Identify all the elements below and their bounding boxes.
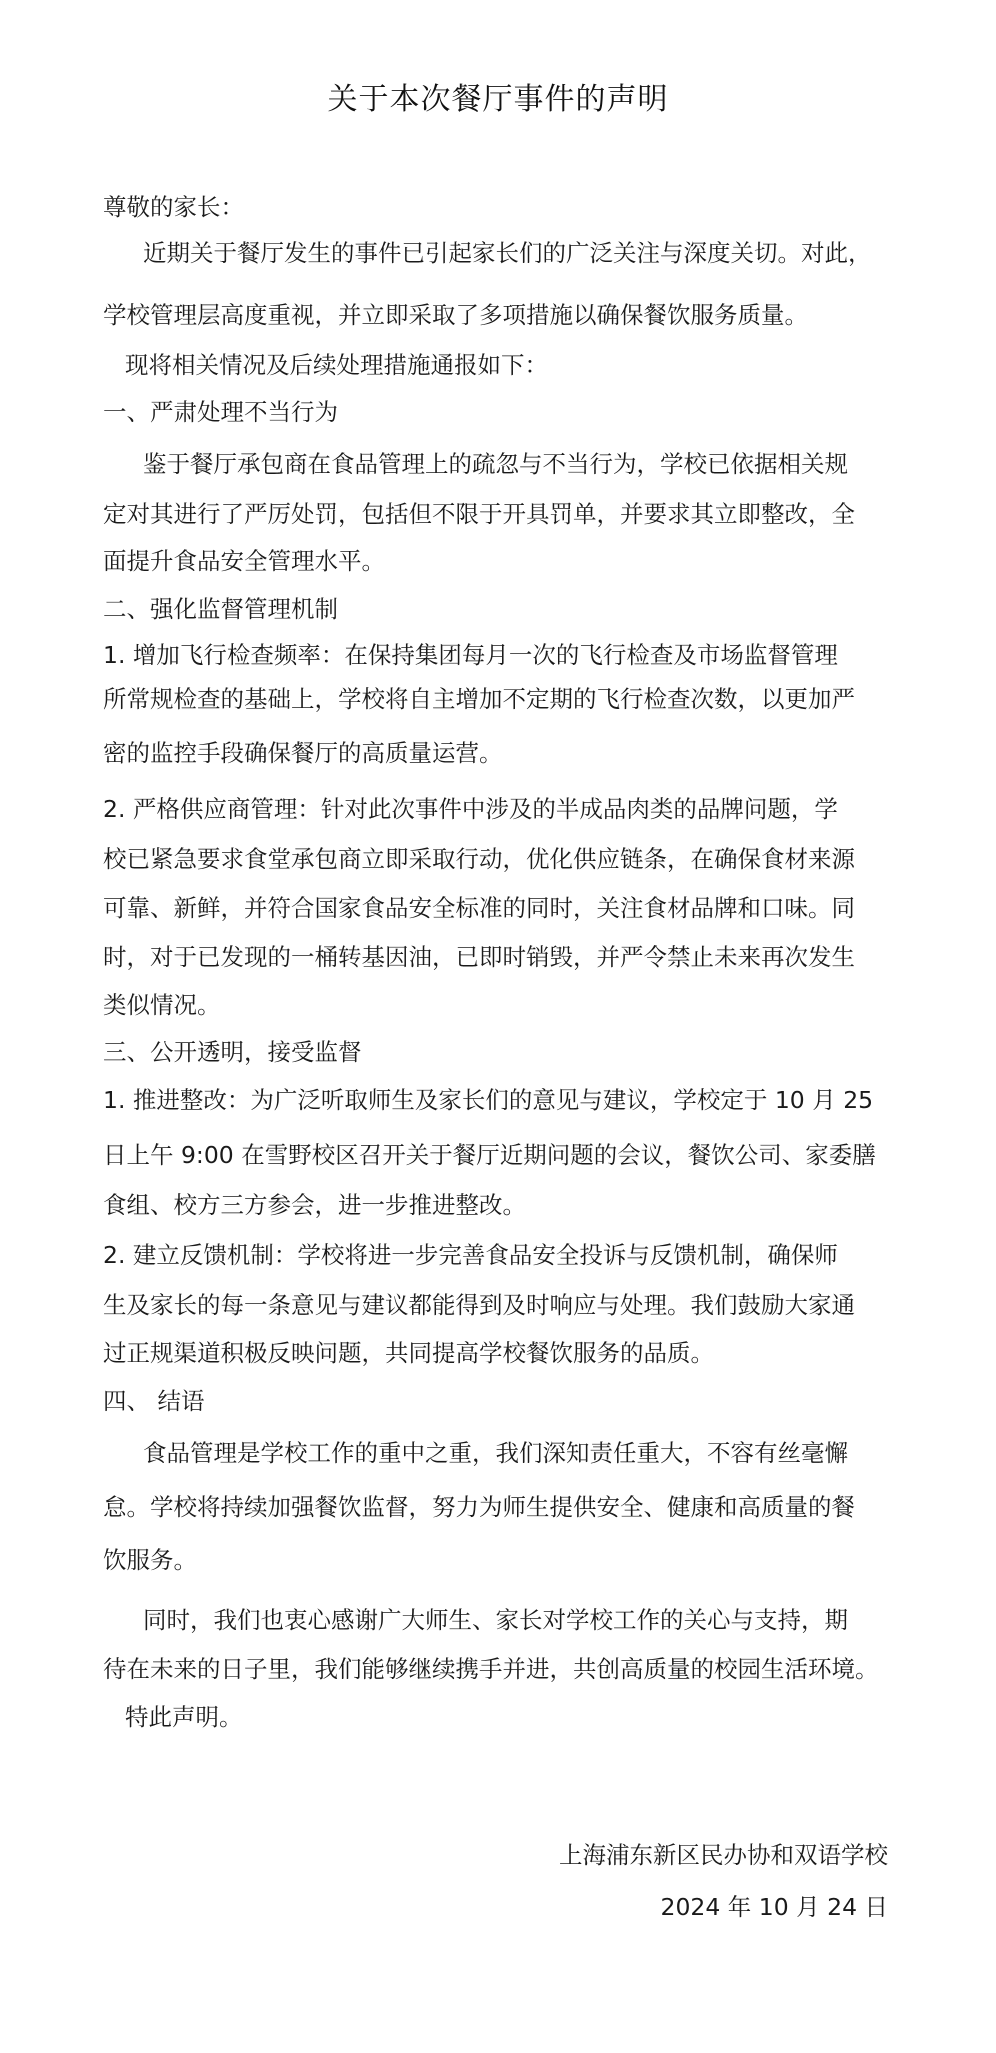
school-signature: 上海浦东新区民办协和双语学校 (559, 1841, 888, 1869)
paragraph-line: 日上午 9:00 在雪野校区召开关于餐厅近期问题的会议，餐饮公司、家委膳 (103, 1141, 876, 1169)
document-title: 关于本次餐厅事件的声明 (327, 82, 669, 117)
paragraph-line: 近期关于餐厅发生的事件已引起家长们的广泛关注与深度关切。对此， (143, 239, 872, 267)
paragraph-line: 所常规检查的基础上，学校将自主增加不定期的飞行检查次数，以更加严 (103, 685, 855, 713)
paragraph-line: 同时，我们也衷心感谢广大师生、家长对学校工作的关心与支持，期 (143, 1606, 848, 1634)
paragraph-line: 怠。学校将持续加强餐饮监督，努力为师生提供安全、健康和高质量的餐 (103, 1493, 855, 1521)
paragraph-line: 面提升食品安全管理水平。 (103, 547, 385, 575)
closing-line: 特此声明。 (125, 1703, 243, 1731)
paragraph-line: 时，对于已发现的一桶转基因油，已即时销毁，并严令禁止未来再次发生 (103, 943, 855, 971)
section-heading: 二、强化监督管理机制 (103, 595, 338, 623)
paragraph-line: 可靠、新鲜，并符合国家食品安全标准的同时，关注食材品牌和口味。同 (103, 894, 855, 922)
paragraph-line: 1. 推进整改：为广泛听取师生及家长们的意见与建议，学校定于 10 月 25 (103, 1086, 874, 1114)
section-heading: 一、严肃处理不当行为 (103, 398, 338, 426)
section-heading: 三、公开透明，接受监督 (103, 1038, 362, 1066)
paragraph-line: 2. 严格供应商管理：针对此次事件中涉及的半成品肉类的品牌问题，学 (103, 795, 838, 823)
paragraph-line: 学校管理层高度重视，并立即采取了多项措施以确保餐饮服务质量。 (103, 301, 808, 329)
paragraph-line: 现将相关情况及后续处理措施通报如下： (125, 351, 548, 379)
paragraph-line: 饮服务。 (103, 1546, 197, 1574)
paragraph-line: 类似情况。 (103, 991, 221, 1019)
section-heading: 四、 结语 (103, 1387, 205, 1415)
paragraph-line: 密的监控手段确保餐厅的高质量运营。 (103, 739, 503, 767)
paragraph-line: 2. 建立反馈机制：学校将进一步完善食品安全投诉与反馈机制，确保师 (103, 1241, 838, 1269)
paragraph-line: 生及家长的每一条意见与建议都能得到及时响应与处理。我们鼓励大家通 (103, 1291, 855, 1319)
salutation: 尊敬的家长： (103, 193, 244, 221)
paragraph-line: 食组、校方三方参会，进一步推进整改。 (103, 1191, 526, 1219)
paragraph-line: 校已紧急要求食堂承包商立即采取行动，优化供应链条，在确保食材来源 (103, 845, 855, 873)
paragraph-line: 过正规渠道积极反映问题，共同提高学校餐饮服务的品质。 (103, 1339, 714, 1367)
statement-date: 2024 年 10 月 24 日 (660, 1893, 888, 1921)
paragraph-line: 待在未来的日子里，我们能够继续携手并进，共创高质量的校园生活环境。 (103, 1655, 879, 1683)
paragraph-line: 食品管理是学校工作的重中之重，我们深知责任重大，不容有丝毫懈 (143, 1439, 848, 1467)
paragraph-line: 1. 增加飞行检查频率：在保持集团每月一次的飞行检查及市场监督管理 (103, 641, 838, 669)
paragraph-line: 定对其进行了严厉处罚，包括但不限于开具罚单，并要求其立即整改，全 (103, 500, 855, 528)
paragraph-line: 鉴于餐厅承包商在食品管理上的疏忽与不当行为，学校已依据相关规 (143, 450, 848, 478)
